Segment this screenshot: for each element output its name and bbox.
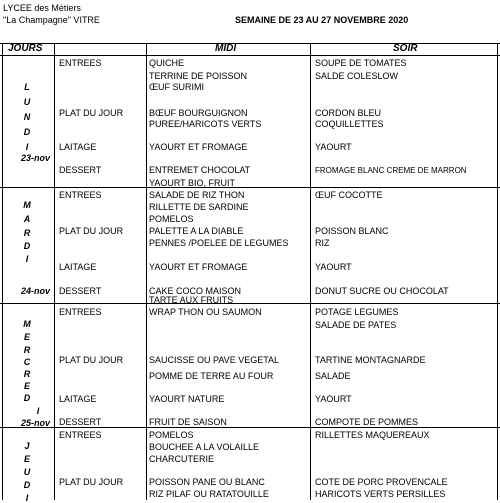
menu-item: YAOURT bbox=[315, 142, 352, 152]
menu-item: POMME DE TERRE AU FOUR bbox=[149, 371, 274, 381]
menu-item: SALADE DE PATES bbox=[315, 320, 397, 330]
menu-item: COQUILLETTES bbox=[315, 119, 384, 129]
menu-item: COTE DE PORC PROVENCALE bbox=[315, 477, 448, 487]
header-bottom-border bbox=[0, 55, 500, 56]
column-header-soir: SOIR bbox=[393, 43, 418, 54]
category-entrees: ENTREES bbox=[59, 307, 102, 317]
table-left-border bbox=[2, 43, 3, 500]
menu-item: TARTINE MONTAGNARDE bbox=[315, 355, 426, 365]
menu-item: ŒUF SURIMI bbox=[149, 82, 204, 92]
menu-item: TARTE AUX FRUITS bbox=[149, 295, 234, 305]
menu-item: SALADE bbox=[315, 371, 351, 381]
menu-item: SALADE DE RIZ THON bbox=[149, 190, 245, 200]
menu-item: CORDON BLEU bbox=[315, 108, 382, 118]
menu-item: YAOURT bbox=[315, 394, 352, 404]
column-header-midi: MIDI bbox=[215, 43, 237, 54]
menu-item: BOUCHEE A LA VOLAILLE bbox=[149, 442, 260, 452]
row-separator-mercredi bbox=[0, 427, 500, 428]
category-entrees: ENTREES bbox=[59, 430, 102, 440]
menu-item: YAOURT ET FROMAGE bbox=[149, 262, 248, 272]
row-separator-lundi bbox=[0, 187, 500, 188]
menu-item: POISSON PANE OU BLANC bbox=[149, 477, 265, 487]
menu-item: ŒUF COCOTTE bbox=[315, 190, 383, 200]
row-separator-mardi bbox=[0, 303, 500, 304]
menu-item: PUREE/HARICOTS VERTS bbox=[149, 119, 262, 129]
menu-item: QUICHE bbox=[149, 58, 185, 68]
category-plat: PLAT DU JOUR bbox=[59, 108, 124, 118]
day-date-mardi: 24-nov bbox=[21, 286, 51, 296]
category-dessert: DESSERT bbox=[59, 286, 102, 296]
category-dessert: DESSERT bbox=[59, 165, 102, 175]
menu-item: COMPOTE DE POMMES bbox=[315, 417, 419, 427]
category-entrees: ENTREES bbox=[59, 190, 102, 200]
menu-item: YAOURT BIO, FRUIT bbox=[149, 178, 236, 188]
menu-item: SALDE COLESLOW bbox=[315, 71, 399, 81]
school-name: LYCEE des Métiers bbox=[3, 3, 81, 13]
menu-item: YAOURT NATURE bbox=[149, 394, 225, 404]
menu-item: POISSON BLANC bbox=[315, 226, 389, 236]
school-location: "La Champagne" VITRE bbox=[3, 15, 100, 25]
menu-item: WRAP THON OU SAUMON bbox=[149, 307, 262, 317]
category-laitage: LAITAGE bbox=[59, 262, 97, 272]
menu-item: SAUCISSE OU PAVE VEGETAL bbox=[149, 355, 280, 365]
menu-item: BŒUF BOURGUIGNON bbox=[149, 108, 248, 118]
category-laitage: LAITAGE bbox=[59, 142, 97, 152]
menu-item: ENTREMET CHOCOLAT bbox=[149, 165, 251, 175]
menu-item: RILLETTES MAQUEREAUX bbox=[315, 430, 430, 440]
table-top-border bbox=[0, 43, 500, 44]
menu-item: CHARCUTERIE bbox=[149, 454, 215, 464]
day-date-lundi: 23-nov bbox=[21, 153, 51, 163]
menu-item: POTAGE LEGUMES bbox=[315, 307, 399, 317]
menu-item: SOUPE DE TOMATES bbox=[315, 58, 407, 68]
menu-item: YAOURT bbox=[315, 262, 352, 272]
table-right-border bbox=[497, 43, 498, 500]
menu-item: POMELOS bbox=[149, 430, 194, 440]
menu-item: RIZ bbox=[315, 238, 330, 248]
category-laitage: LAITAGE bbox=[59, 394, 97, 404]
menu-item: PALETTE A LA DIABLE bbox=[149, 226, 244, 236]
divider-midi-soir bbox=[310, 43, 311, 500]
menu-item: CAKE COCO MAISON bbox=[149, 286, 242, 296]
day-date-mercredi: 25-nov bbox=[21, 418, 51, 428]
category-plat: PLAT DU JOUR bbox=[59, 477, 124, 487]
menu-item: FROMAGE BLANC CREME DE MARRON bbox=[315, 166, 467, 175]
category-dessert: DESSERT bbox=[59, 417, 102, 427]
menu-item: RIZ PILAF OU RATATOUILLE bbox=[149, 489, 269, 499]
category-plat: PLAT DU JOUR bbox=[59, 355, 124, 365]
menu-item: TERRINE DE POISSON bbox=[149, 71, 248, 81]
category-plat: PLAT DU JOUR bbox=[59, 226, 124, 236]
divider-days-categories bbox=[54, 43, 55, 500]
week-title: SEMAINE DE 23 AU 27 NOVEMBRE 2020 bbox=[235, 15, 409, 25]
menu-item: DONUT SUCRE OU CHOCOLAT bbox=[315, 286, 449, 296]
menu-item: FRUIT DE SAISON bbox=[149, 417, 227, 427]
menu-item: RILLETTE DE SARDINE bbox=[149, 202, 249, 212]
column-header-jours: JOURS bbox=[8, 43, 43, 54]
menu-item: HARICOTS VERTS PERSILLES bbox=[315, 489, 446, 499]
category-entrees: ENTREES bbox=[59, 58, 102, 68]
menu-item: POMELOS bbox=[149, 214, 194, 224]
divider-categories-midi bbox=[146, 43, 147, 500]
menu-item: YAOURT ET FROMAGE bbox=[149, 142, 248, 152]
menu-item: PENNES /POELEE DE LEGUMES bbox=[149, 238, 289, 248]
